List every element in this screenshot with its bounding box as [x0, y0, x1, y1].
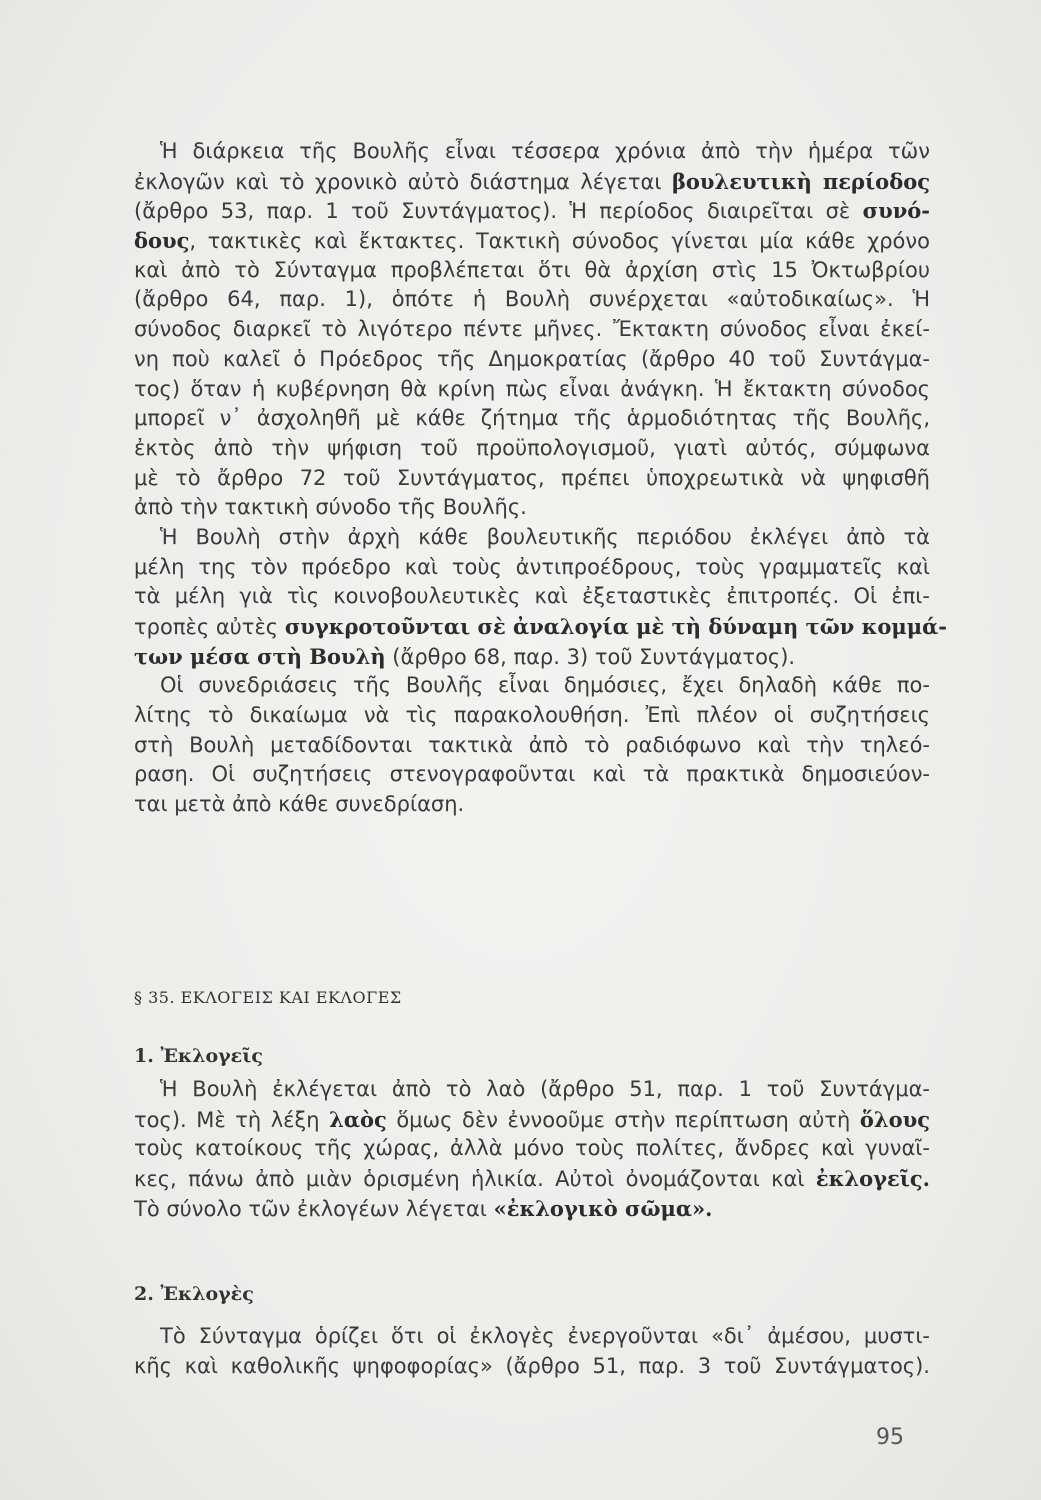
- text-line: Ἡ Βουλὴ στὴν ἀρχὴ κάθε βουλευτικῆς περιόδου ἐκλέγει ἀπὸ τὰ: [160, 524, 930, 549]
- text-line: σύνοδος διαρκεῖ τὸ λιγότερο πέντε μῆνες. Ἔκτακτη σύνοδος εἶναι ἐκεί-: [134, 317, 930, 342]
- text-line: Ἡ διάρκεια τῆς Βουλῆς εἶναι τέσσερα χρόνια ἀπὸ τὴν ἡμέρα τῶν: [160, 139, 930, 163]
- term-proportional-committees-end: των μέσα στὴ Βουλὴ: [134, 643, 386, 669]
- text-line: μπορεῖ ν᾿ ἀσχοληθῆ μὲ κάθε ζήτημα τῆς ἁρμοδιότητας τῆς Βουλῆς,: [134, 406, 930, 431]
- paragraph-elections: [134, 1322, 930, 1381]
- text-line: νη ποὺ καλεῖ ὁ Πρόεδρος τῆς Δημοκρατίας (ἄρθρο 40 τοῦ Συντάγμα-: [134, 346, 930, 371]
- term-people: λαὸς: [329, 1106, 387, 1132]
- text-line: στὴ Βουλὴ μεταδίδονται τακτικὰ ἀπὸ τὸ ραδιόφωνο καὶ τὴν τηλεό-: [134, 732, 930, 757]
- text-line: Ἡ Βουλὴ ἐκλέγεται ἀπὸ τὸ λαὸ (ἄρθρο 51, παρ. 1 τοῦ Συντάγμα-: [160, 1077, 930, 1101]
- paragraph-parliament-duration: [134, 137, 947, 820]
- text-line: Οἱ συνεδριάσεις τῆς Βουλῆς εἶναι δημόσιες, ἔχει δηλαδὴ κάθε πο-: [160, 673, 930, 698]
- text-line: λίτης τὸ δικαίωμα νὰ τὶς παρακολουθήση. Ἐπὶ πλέον οἱ συζητήσεις: [134, 703, 930, 728]
- text-line: κῆς καὶ καθολικῆς ψηφοφορίας» (ἄρθρο 51, παρ. 3 τοῦ Συντάγματος).: [134, 1353, 930, 1378]
- text-line: τὰ μέλη γιὰ τὶς κοινοβουλευτικὲς καὶ ἐξεταστικὲς ἐπιτροπές. Οἱ ἐπι-: [134, 584, 930, 609]
- text-line: ἐκλογῶν καὶ τὸ χρονικὸ αὐτὸ διάστημα λέγεται βουλευτικὴ περίοδος: [134, 168, 930, 194]
- term-voters: ἐκλογεῖς.: [815, 1166, 930, 1192]
- text-line: δους, τακτικὲς καὶ ἔκτακτες. Τακτικὴ σύνοδος γίνεται μία κάθε χρόνο: [134, 228, 930, 254]
- text-line: τος) ὅταν ἡ κυβέρνηση θὰ κρίνη πὼς εἶναι ἀνάγκη. Ἡ ἔκτακτη σύνοδος: [134, 376, 930, 401]
- text-line: ραση. Οἱ συζητήσεις στενογραφοῦνται καὶ τὰ πρακτικὰ δημοσιεύον-: [134, 762, 930, 787]
- page-number: 95: [876, 1425, 904, 1450]
- text-line: κες, πάνω ἀπὸ μιὰν ὁρισμένη ἡλικία. Αὐτοὶ ὀνομάζονται καὶ ἐκλογεῖς.: [134, 1166, 930, 1192]
- text-line: Τὸ σύνολο τῶν ἐκλογέων λέγεται «ἐκλογικὸ σῶμα».: [134, 1195, 713, 1221]
- text-line: ἐκτὸς ἀπὸ τὴν ψήφιση τοῦ προϋπολογισμοῦ, γιατὶ αὐτός, σύμφωνα: [134, 435, 930, 460]
- text-line: μέλη της τὸν πρόεδρο καὶ τοὺς ἀντιπροέδρους, τοὺς γραμματεῖς καὶ: [134, 554, 930, 579]
- term-proportional-committees: συγκροτοῦνται σὲ ἀναλογία μὲ τὴ δύναμη τῶν κομμά-: [284, 614, 947, 639]
- text-line: ται μετὰ ἀπὸ κάθε συνεδρίαση.: [134, 792, 465, 817]
- text-line: (ἄρθρο 53, παρ. 1 τοῦ Συντάγματος). Ἡ περίοδος διαιρεῖται σὲ συνό-: [134, 198, 930, 224]
- text-line: (ἄρθρο 64, παρ. 1), ὁπότε ἡ Βουλὴ συνέρχεται «αὐτοδικαίως». Ἡ: [134, 287, 930, 312]
- text-line: τος). Μὲ τὴ λέξη λαὸς ὅμως δὲν ἐννοοῦμε στὴν περίπτωση αὐτὴ ὅλους: [134, 1106, 930, 1132]
- text-line: τροπὲς αὐτὲς συγκροτοῦνται σὲ ἀναλογία μὲ τὴ δύναμη τῶν κομμά-: [134, 614, 947, 639]
- text-line: καὶ ἀπὸ τὸ Σύνταγμα προβλέπεται ὅτι θὰ ἀρχίση στὶς 15 Ὀκτωβρίου: [134, 257, 930, 282]
- subsection-title-elections: 2. Ἐκλογὲς: [134, 1283, 254, 1305]
- text-line: Τὸ Σύνταγμα ὁρίζει ὅτι οἱ ἐκλογὲς ἐνεργοῦνται «δι᾿ ἀμέσου, μυστι-: [160, 1324, 930, 1348]
- text-line: μὲ τὸ ἄρθρο 72 τοῦ Συντάγματος, πρέπει ὑποχρεωτικὰ νὰ ψηφισθῆ: [134, 465, 930, 490]
- subsection-title-voters: 1. Ἐκλογεῖς: [134, 1045, 263, 1067]
- text-line: των μέσα στὴ Βουλὴ (ἄρθρο 68, παρ. 3) τοῦ Συντάγματος).: [134, 643, 796, 669]
- term-sessions-end: δους: [134, 228, 190, 254]
- text-line: ἀπὸ τὴν τακτικὴ σύνοδο τῆς Βουλῆς.: [134, 495, 527, 520]
- term-legislative-period: βουλευτικὴ περίοδος: [671, 168, 930, 194]
- text-line: τοὺς κατοίκους τῆς χώρας, ἀλλὰ μόνο τοὺς πολίτες, ἄνδρες καὶ γυναῖ-: [134, 1136, 930, 1161]
- paragraph-voters: [134, 1075, 930, 1223]
- section-heading: § 35. ΕΚΛΟΓΕΙΣ ΚΑΙ ΕΚΛΟΓΕΣ: [134, 988, 402, 1007]
- term-sessions: συνό-: [862, 198, 930, 224]
- term-electoral-body: «ἐκλογικὸ σῶμα».: [493, 1195, 713, 1221]
- term-all: ὅλους: [859, 1106, 930, 1132]
